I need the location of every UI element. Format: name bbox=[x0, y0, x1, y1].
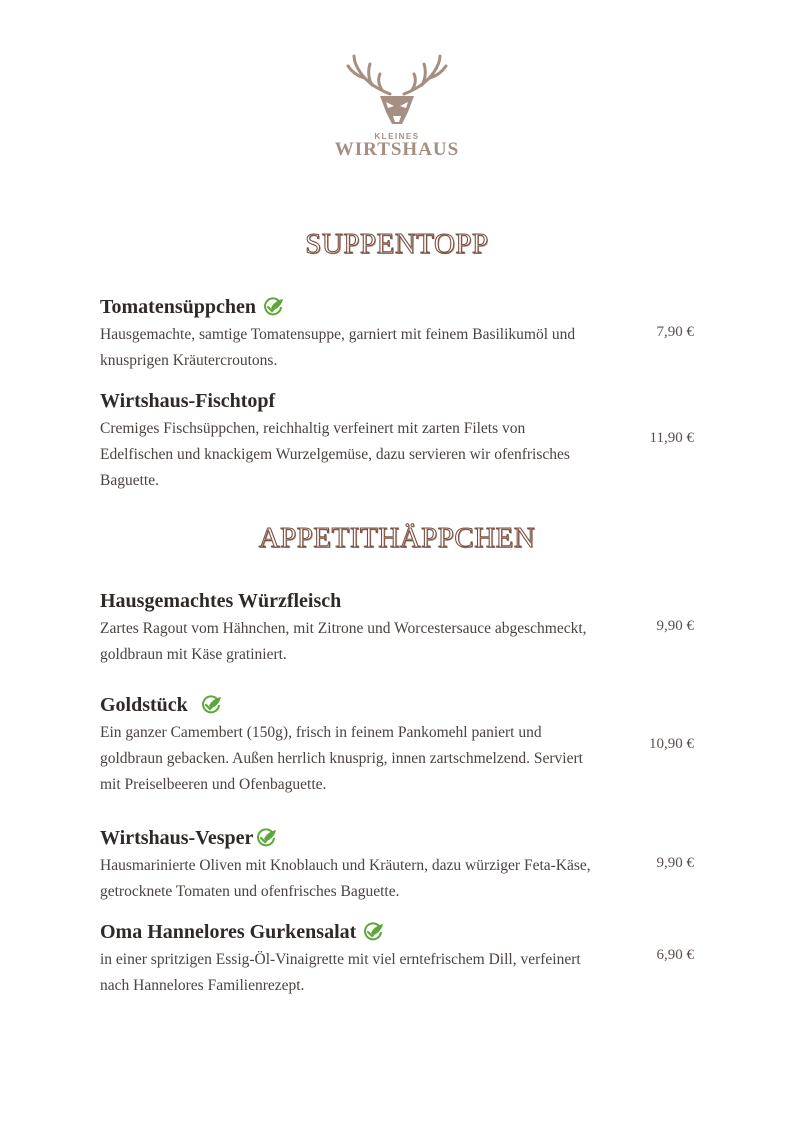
vegetarian-check-leaf-icon bbox=[362, 922, 384, 942]
item-name: Wirtshaus-Vesper bbox=[100, 826, 254, 849]
menu-item bbox=[100, 919, 700, 999]
item-name: Tomatensüppchen bbox=[100, 295, 256, 318]
restaurant-logo bbox=[0, 50, 794, 161]
brand-subtitle: KLEINES bbox=[374, 132, 420, 141]
section-title-appetithaeppchen: APPETITHÄPPCHEN bbox=[258, 522, 536, 554]
item-name: Wirtshaus-Fischtopf bbox=[100, 389, 276, 412]
stag-antlers-icon bbox=[342, 50, 452, 130]
item-description: Zartes Ragout vom Hähnchen, mit Zitrone und Worcestersauce abgeschmeckt, goldbraun mit Käse gratiniert. bbox=[100, 620, 587, 663]
vegetarian-check-leaf-icon bbox=[255, 828, 277, 848]
item-price: 9,90 € bbox=[656, 618, 694, 634]
section-title-suppentopp: SUPPENTOPP bbox=[305, 228, 489, 260]
item-price: 9,90 € bbox=[656, 855, 694, 871]
menu-item bbox=[100, 588, 700, 668]
menu-item bbox=[100, 294, 700, 374]
vegetarian-check-leaf-icon bbox=[200, 695, 222, 715]
item-price: 7,90 € bbox=[656, 324, 694, 340]
item-description: Hausmarinierte Oliven mit Knoblauch und Kräutern, dazu würziger Feta-Käse, getrocknete Tomaten und ofenfrisches Baguette. bbox=[100, 857, 591, 900]
menu-item bbox=[100, 692, 700, 798]
item-price: 11,90 € bbox=[649, 430, 694, 446]
menu-item bbox=[100, 388, 700, 494]
item-name: Hausgemachtes Würzfleisch bbox=[100, 589, 342, 612]
vegetarian-check-leaf-icon bbox=[262, 297, 284, 317]
item-description: Hausgemachte, samtige Tomatensuppe, garniert mit feinem Basilikumöl und knusprigen Kräutercroutons. bbox=[100, 326, 576, 369]
item-name: Goldstück bbox=[100, 693, 188, 716]
item-description: Ein ganzer Camembert (150g), frisch in feinem Pankomehl paniert und goldbraun gebacken. Außen herrlich knusprig, innen zartschmelzend. Serviert mit Preiselbeeren und Ofenbaguette. bbox=[100, 724, 583, 793]
item-price: 10,90 € bbox=[649, 736, 694, 752]
item-name: Oma Hannelores Gurkensalat bbox=[100, 920, 357, 943]
item-description: Cremiges Fischsüppchen, reichhaltig verfeinert mit zarten Filets von Edelfischen und knackigem Wurzelgemüse, dazu servieren wir ofenfrisches Baguette. bbox=[100, 420, 570, 489]
item-description: in einer spritzigen Essig-Öl-Vinaigrette mit viel erntefrischem Dill, verfeinert nach Hannelores Familienrezept. bbox=[100, 951, 581, 994]
menu-item bbox=[100, 825, 700, 905]
brand-title: WIRTSHAUS bbox=[334, 139, 460, 160]
item-price: 6,90 € bbox=[656, 947, 694, 963]
